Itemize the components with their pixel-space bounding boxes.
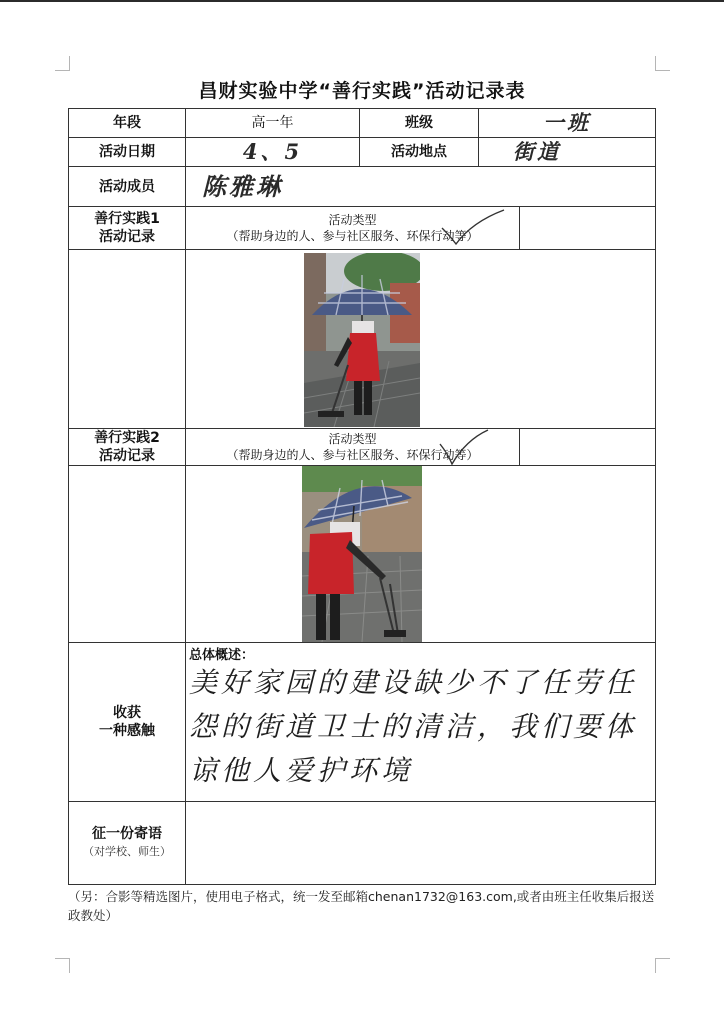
practice2-type-value-cell bbox=[519, 428, 656, 466]
practice1-photo-label-cell bbox=[68, 249, 186, 429]
place-value: 街道 bbox=[513, 139, 561, 164]
practice2-label-line1: 善行实践2 bbox=[94, 430, 160, 446]
place-label-cell bbox=[359, 137, 479, 167]
date-value: 4、5 bbox=[242, 139, 303, 164]
practice2-checkmark-icon bbox=[436, 428, 496, 468]
harvest-label-line1: 收获 bbox=[113, 705, 141, 721]
class-label: 班级 bbox=[405, 115, 433, 131]
footnote: （另：合影等精选图片，使用电子格式，统一发至邮箱chenan1732@163.com,或者由班主任收集后报送政教处） bbox=[68, 889, 655, 923]
page-corner-mark bbox=[55, 958, 70, 973]
members-label-cell bbox=[68, 166, 186, 207]
page-corner-mark bbox=[655, 56, 670, 71]
practice1-label-line1: 善行实践1 bbox=[94, 211, 160, 227]
practice1-photo bbox=[304, 253, 420, 427]
summary-handwriting: 美好家园的建设缺少不了任劳任怨的街道卫士的清洁，我们要体谅他人爱护环境 bbox=[189, 666, 638, 787]
practice2-photo-label-cell bbox=[68, 465, 186, 643]
practice1-type-options: （帮助身边的人、参与社区服务、环保行动等） bbox=[226, 229, 479, 243]
record-form-table bbox=[68, 108, 656, 885]
date-value-cell bbox=[185, 137, 360, 167]
practice2-photo bbox=[302, 466, 422, 642]
practice2-label-cell bbox=[68, 428, 186, 466]
harvest-label-line2: 一种感触 bbox=[99, 723, 155, 739]
members-label: 活动成员 bbox=[99, 178, 155, 195]
place-label: 活动地点 bbox=[391, 144, 447, 160]
date-label-cell bbox=[68, 137, 186, 167]
page-corner-mark bbox=[655, 958, 670, 973]
window-top-edge bbox=[0, 0, 724, 2]
class-label-cell bbox=[359, 108, 479, 138]
practice1-photo-cell bbox=[185, 249, 656, 429]
class-value-cell bbox=[478, 108, 656, 138]
summary-title: 总体概述： bbox=[189, 648, 255, 663]
class-value: 一班 bbox=[543, 110, 591, 135]
practice2-label-line2: 活动记录 bbox=[99, 448, 155, 464]
date-label: 活动日期 bbox=[99, 144, 155, 160]
practice1-type-title: 活动类型 bbox=[328, 213, 377, 227]
practice2-type-title: 活动类型 bbox=[328, 432, 377, 446]
harvest-summary-cell bbox=[185, 642, 656, 802]
grade-label: 年段 bbox=[113, 115, 141, 131]
practice1-label-cell bbox=[68, 206, 186, 250]
place-value-cell bbox=[478, 137, 656, 167]
grade-value: 高一年 bbox=[251, 115, 294, 131]
practice1-type-value-cell bbox=[519, 206, 656, 250]
grade-label-cell bbox=[68, 108, 186, 138]
practice1-checkmark-icon bbox=[438, 208, 510, 248]
harvest-label-cell bbox=[68, 642, 186, 802]
message-label-cell bbox=[68, 801, 186, 885]
practice1-label-line2: 活动记录 bbox=[99, 229, 155, 245]
message-label: 征一份寄语 bbox=[92, 826, 162, 842]
members-value: 陈雅琳 bbox=[202, 171, 283, 201]
page-corner-mark bbox=[55, 56, 70, 71]
message-sublabel: （对学校、师生） bbox=[83, 845, 171, 858]
grade-value-cell bbox=[185, 108, 360, 138]
document-title: 昌财实验中学“善行实践”活动记录表 bbox=[198, 80, 526, 102]
practice2-type-options: （帮助身边的人、参与社区服务、环保行动等） bbox=[226, 448, 479, 462]
members-value-cell bbox=[185, 166, 656, 207]
message-value-cell bbox=[185, 801, 656, 885]
